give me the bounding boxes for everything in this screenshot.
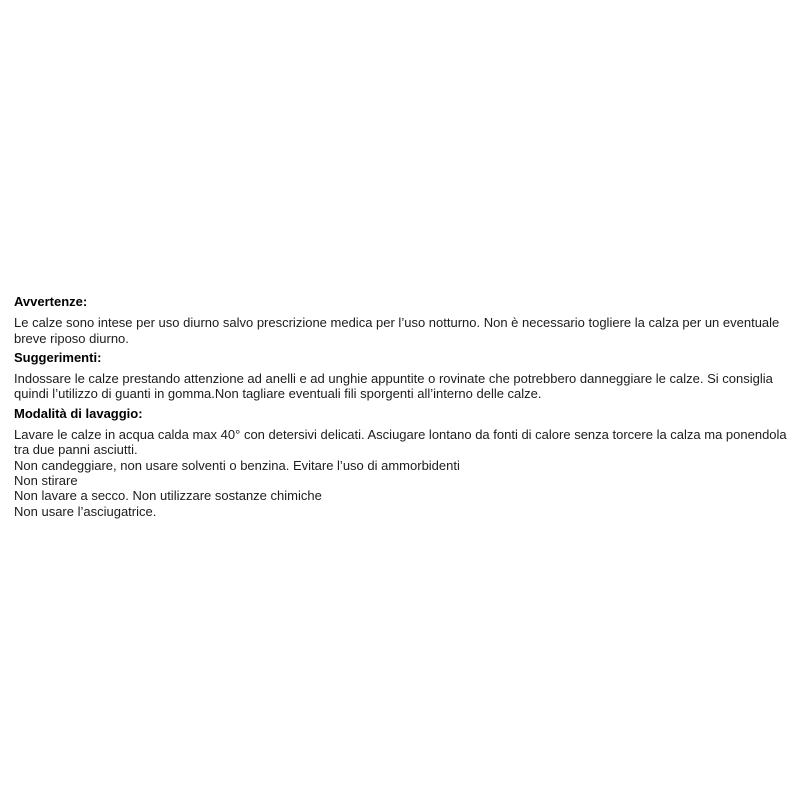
washing-instruction-line: Non candeggiare, non usare solventi o benzina. Evitare l’uso di ammorbidenti	[14, 457, 460, 473]
washing-instruction-line: Non usare l’asciugatrice.	[14, 503, 157, 519]
avvertenze-heading: Avvertenze:	[14, 294, 88, 309]
avvertenze-paragraph: Le calze sono intese per uso diurno salvo prescrizione medica per l’uso notturno. Non è necessario togliere la calza per un eventuale breve riposo diurno.	[14, 315, 780, 346]
modalita-di-lavaggio-heading: Modalità di lavaggio:	[14, 405, 143, 421]
washing-instruction-line: Lavare le calze in acqua calda max 40° con detersivi delicati. Asciugare lontano da fonti di calore senza torcere la calza ma ponendola tra due panni asciutti.	[14, 427, 787, 458]
suggerimenti-heading: Suggerimenti:	[14, 349, 102, 365]
modalita-di-lavaggio-paragraph	[14, 427, 790, 519]
section-suggerimenti	[14, 350, 790, 402]
section-modalita-di-lavaggio	[14, 406, 790, 519]
washing-instruction-line: Non stirare	[14, 472, 78, 488]
suggerimenti-paragraph: Indossare le calze prestando attenzione ad anelli e ad unghie appuntite o rovinate che potrebbero danneggiare le calze. Si consiglia quindi l’utilizzo di guanti in gomma.Non tagliare eventuali fili sporgenti all’interno delle calze.	[14, 371, 773, 402]
section-avvertenze	[14, 294, 790, 346]
washing-instruction-line: Non lavare a secco. Non utilizzare sostanze chimiche	[14, 488, 322, 504]
care-instructions-block	[14, 294, 790, 523]
